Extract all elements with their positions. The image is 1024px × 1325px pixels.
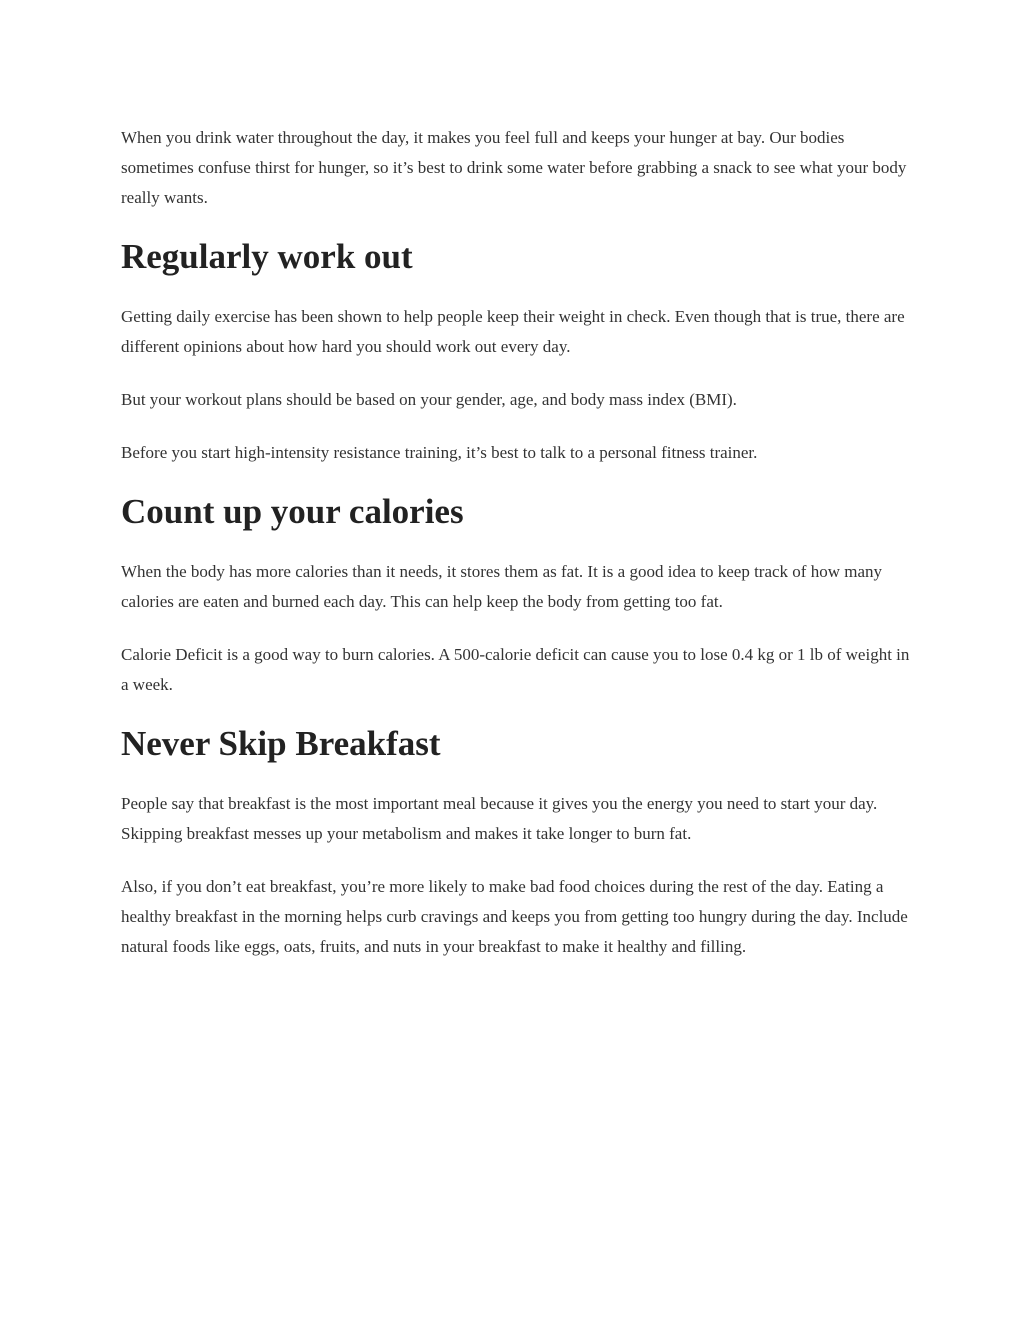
section-never-skip-breakfast [121, 723, 911, 962]
paragraph: Before you start high-intensity resistance training, it’s best to talk to a personal fitness trainer. [121, 443, 758, 462]
section-heading: Count up your calories [121, 492, 464, 531]
paragraph: But your workout plans should be based on your gender, age, and body mass index (BMI). [121, 390, 737, 409]
section-count-up-your-calories [121, 491, 911, 700]
paragraph: People say that breakfast is the most important meal because it gives you the energy you need to start your day. Skipping breakfast messes up your metabolism and makes it take longer to burn fat. [121, 794, 878, 843]
section-heading: Regularly work out [121, 237, 413, 276]
paragraph: Calorie Deficit is a good way to burn calories. A 500-calorie deficit can cause you to lose 0.4 kg or 1 lb of weight in a week. [121, 645, 910, 694]
paragraph: Also, if you don’t eat breakfast, you’re more likely to make bad food choices during the rest of the day. Eating a healthy breakfast in the morning helps curb cravings and keeps you from getting too hungry during the day. Include natural foods like eggs, oats, fruits, and nuts in your breakfast to make it healthy and filling. [121, 877, 908, 956]
paragraph: Getting daily exercise has been shown to help people keep their weight in check. Even though that is true, there are different opinions about how hard you should work out every day. [121, 307, 905, 356]
document-page [121, 123, 911, 985]
paragraph: When the body has more calories than it needs, it stores them as fat. It is a good idea to keep track of how many calories are eaten and burned each day. This can help keep the body from getting too fat. [121, 562, 882, 611]
intro-paragraph: When you drink water throughout the day, it makes you feel full and keeps your hunger at bay. Our bodies sometimes confuse thirst for hunger, so it’s best to drink some water before grabbing a snack to see what your body really wants. [121, 128, 907, 207]
section-heading: Never Skip Breakfast [121, 724, 441, 763]
section-regularly-work-out [121, 236, 911, 468]
